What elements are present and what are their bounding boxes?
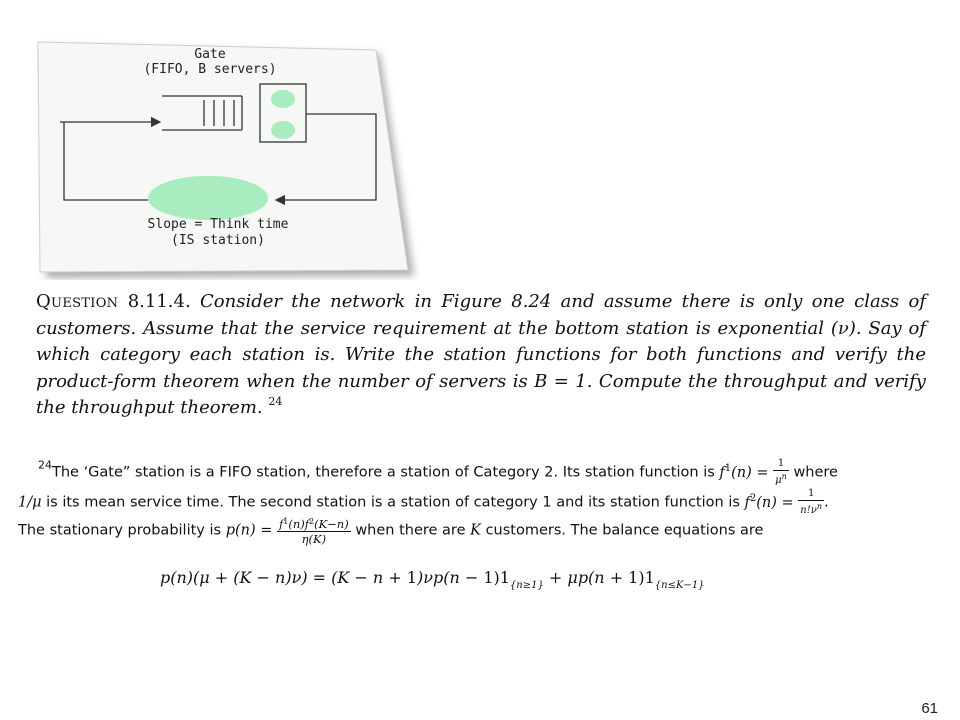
footnote-mu-inverse: 1/μ [18,494,42,511]
footnote-line1-text: The ‘Gate” station is a FIFO station, therefore a station of Category 2. Its station function is [52,464,715,481]
footnote-line2-text: is its mean service time. The second station is a station of category 1 and its station function is [46,494,740,511]
footnote-line-3 [18,515,763,546]
is-subtitle: (IS station) [171,233,265,248]
footnote-f2-formula: $f^2(n)$ = [744,492,794,511]
gate-title: Gate [194,47,226,62]
is-station [148,176,268,220]
footnote-pn-fraction: $\frac{f^1(n)f^2(K-n)}{\eta(K)}$ [279,517,349,546]
gate-subtitle: (FIFO, B servers) [143,62,277,77]
network-figure [30,38,420,280]
question-text-1: Consider the network in Figure 8.24 and assume there is only one class of customers. Assume that the service requirement at the bottom station is exponential ( [36,291,926,339]
footnote-f1-fraction: $\frac{1}{\mu^n}$ [775,458,787,486]
footnote-k: K [470,522,481,539]
question-text-3: Compute the throughput and verify the throughput theorem. [36,370,926,418]
footnote-pn-formula: p(n) = [225,522,273,539]
footnote-line-1 [38,458,838,487]
question-b-eq: B = 1. [534,370,593,392]
question-heading: Question [36,291,119,312]
page-number: 61 [921,700,938,717]
footnote-where: where [793,464,838,481]
question-paragraph [36,289,926,422]
footnote-line3-mid: when there are [355,522,466,539]
footnote-line-2: 1/μ is its mean service time. The second station is a station of category 1 and its station function is $f^2(n)$ = $\frac{1}{n!\nu^n}$ . [18,488,829,516]
footnote-mark: 24 [38,458,52,472]
balance-equation: $p(n)(\mu + (K - n)\nu) = (K - n + 1)\nu p(n - 1)1_{\{n\ge 1\}} + \mu p(n + 1)1_{\{n\le K-1\}}$ [160,568,705,591]
is-title: Slope = Think time [147,217,289,232]
question-nu: ν [837,317,849,339]
question-number: 8.11.4. [127,291,191,312]
footnote-line3-text: The stationary probability is [18,522,222,539]
footnote-line3-end: customers. The balance equations are [485,522,764,539]
footnote-f2-fraction: $\frac{1}{n!\nu^n}$ [800,488,822,516]
footnote-f1-formula: $f^1(n)$ = [719,462,769,481]
question-text-2: ). Say of which category each station is. Write the station functions for both functions and verify the product-form theorem when the number of servers is [36,317,926,392]
footnote-ref: 24 [268,395,283,408]
